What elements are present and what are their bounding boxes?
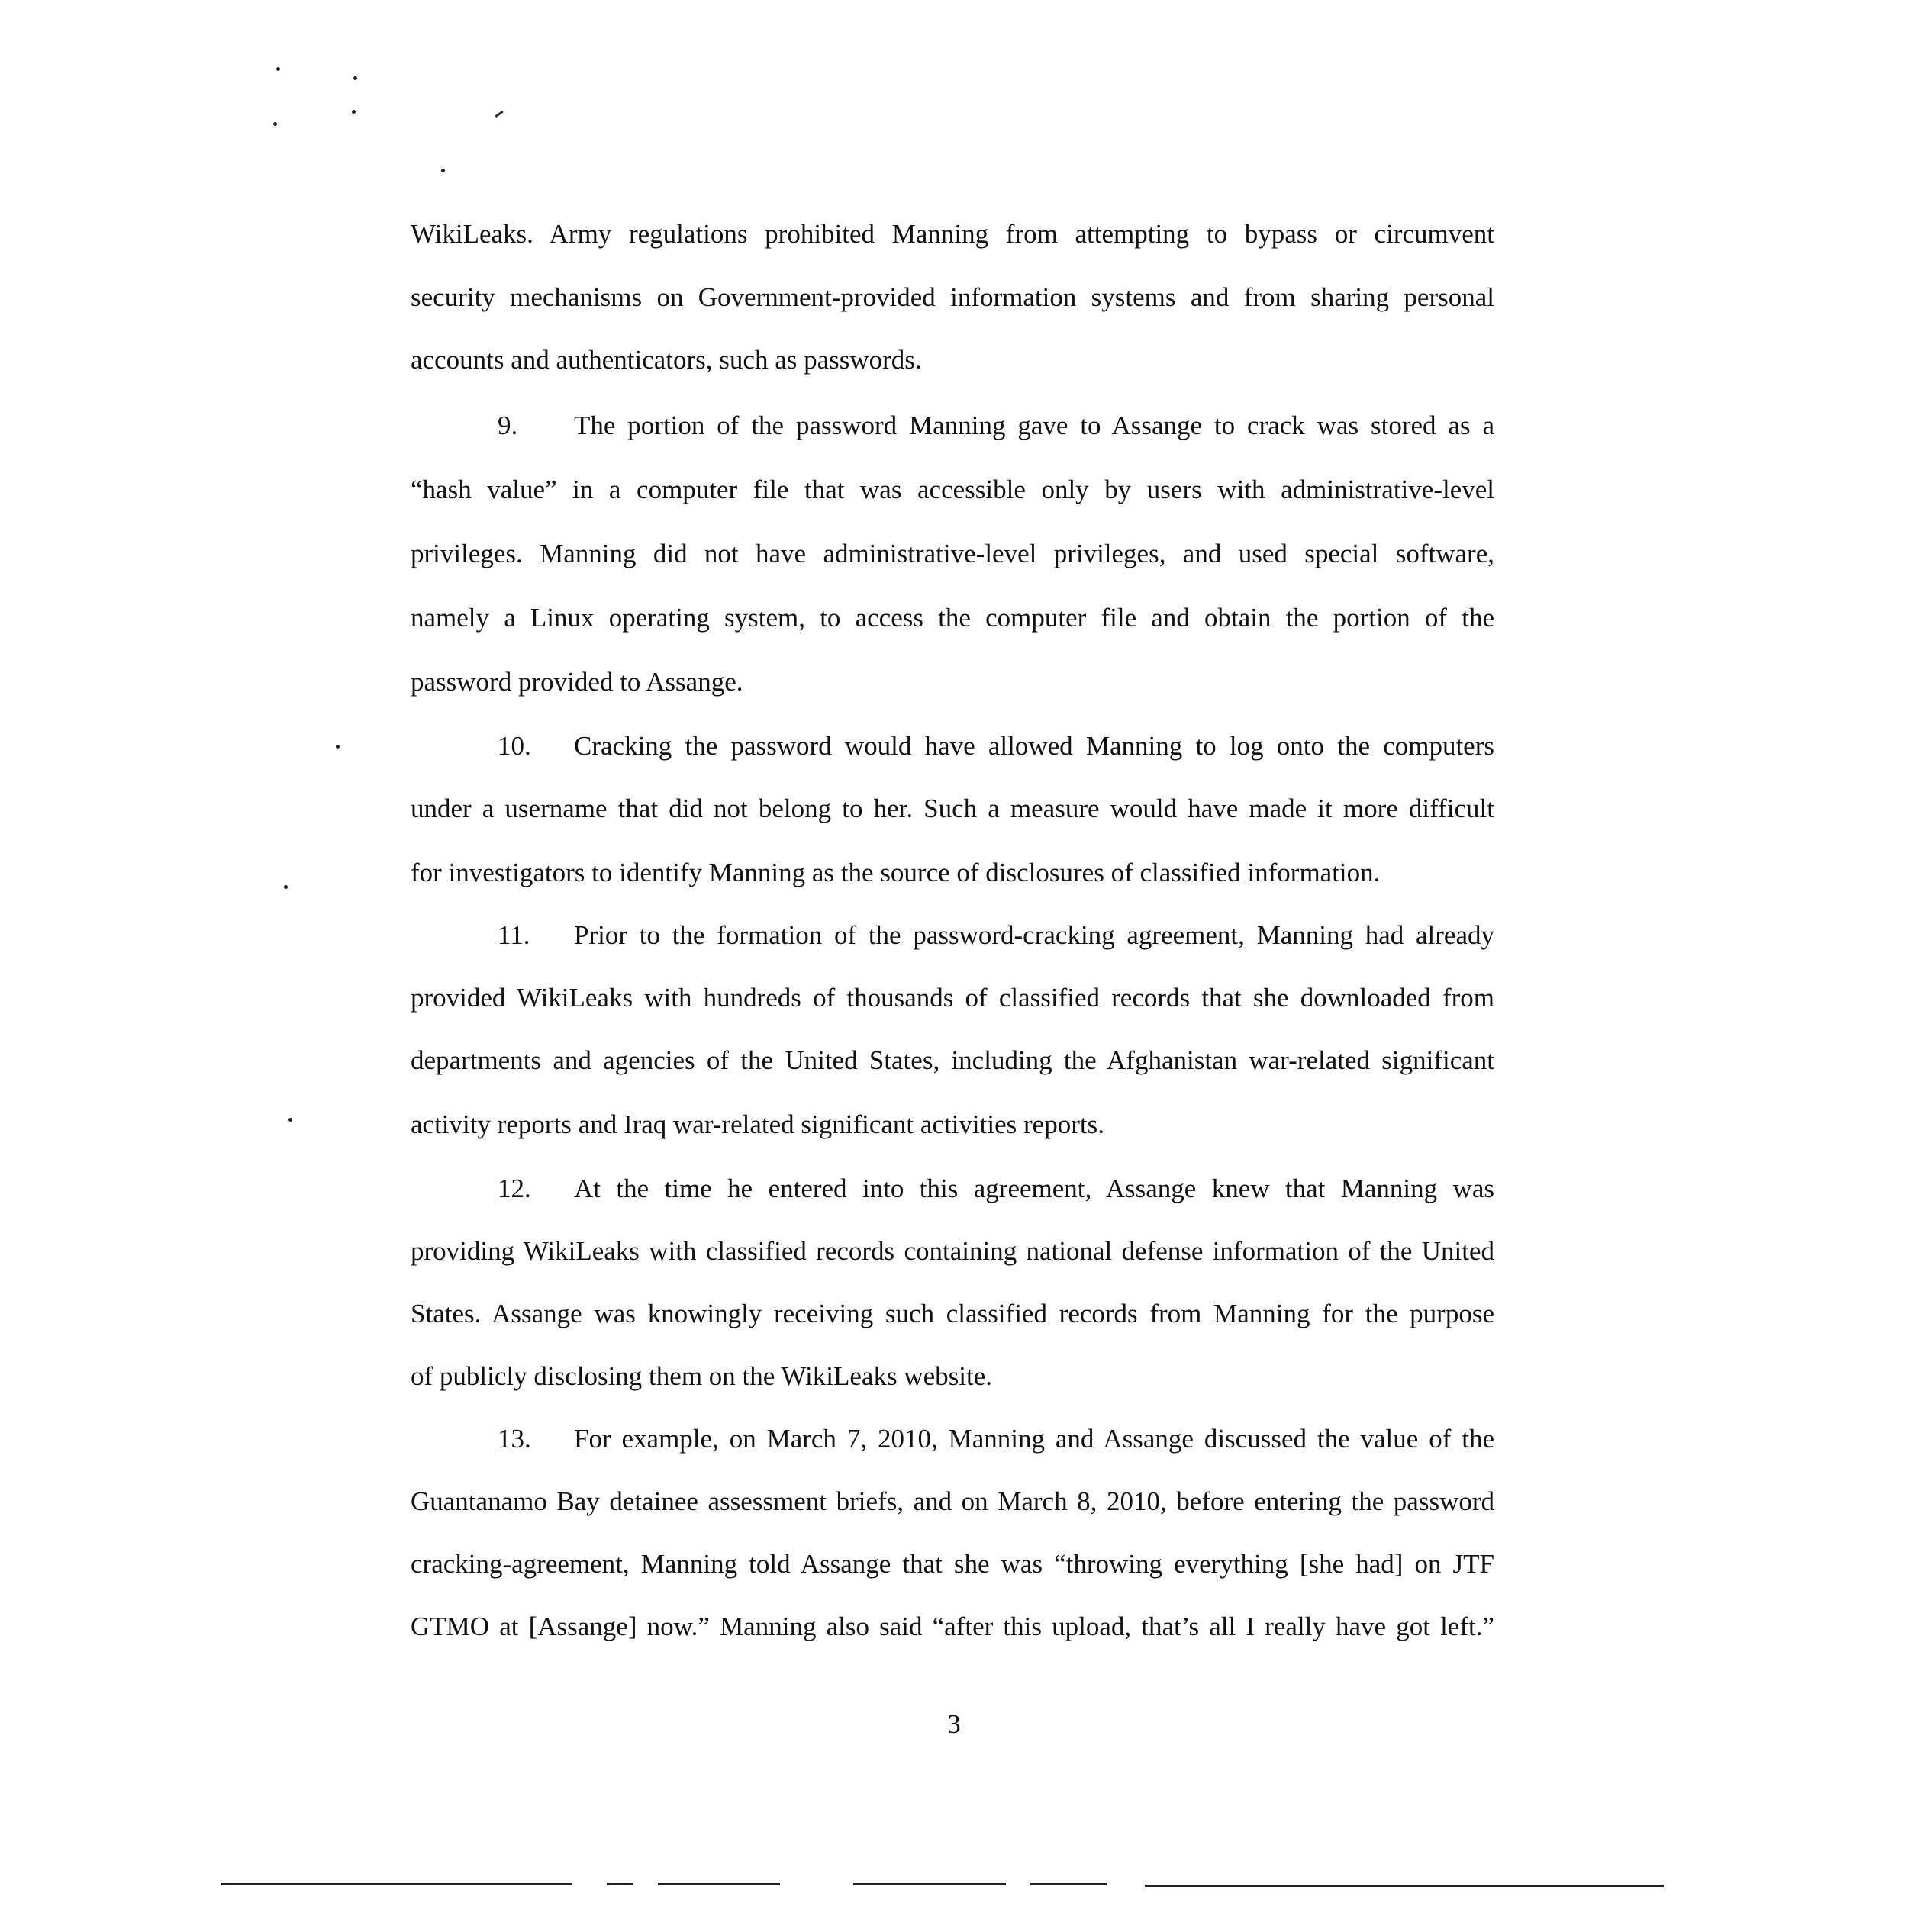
scan-speck: [336, 745, 340, 749]
text-line: providing WikiLeaks with classified records containing national defense information of the United: [411, 1236, 1494, 1266]
paragraph-number: 12.: [498, 1174, 531, 1203]
text-line: accounts and authenticators, such as passwords.: [411, 345, 922, 375]
paragraph-number: 13.: [498, 1424, 531, 1454]
scan-rule: [1145, 1885, 1664, 1887]
text-line: States. Assange was knowingly receiving such classified records from Manning for the purpose: [411, 1299, 1494, 1328]
text-line: The portion of the password Manning gave to Assange to crack was stored as a: [574, 411, 1494, 440]
text-line: for investigators to identify Manning as the source of disclosures of classified information.: [411, 858, 1381, 887]
scan-speck: [288, 1118, 292, 1122]
scan-rule: [1030, 1883, 1107, 1885]
paragraph-12-first-line: [498, 1174, 1494, 1204]
paragraph-number: 9.: [498, 411, 518, 440]
text-line: password provided to Assange.: [411, 667, 743, 697]
scan-speck: [276, 67, 280, 71]
paragraph-9-first-line: [498, 411, 1494, 441]
paragraph-10-first-line: [498, 731, 1494, 762]
text-line: WikiLeaks. Army regulations prohibited Manning from attempting to bypass or circumvent: [411, 219, 1494, 249]
text-line: Guantanamo Bay detainee assessment briefs, and on March 8, 2010, before entering the password: [411, 1486, 1494, 1516]
text-line: GTMO at [Assange] now.” Manning also said “after this upload, that’s all I really have got left.”: [411, 1612, 1494, 1641]
scan-rule: [853, 1883, 1006, 1885]
text-line: of publicly disclosing them on the WikiLeaks website.: [411, 1361, 992, 1391]
text-line: provided WikiLeaks with hundreds of thousands of classified records that she downloaded from: [411, 983, 1494, 1013]
text-line: Cracking the password would have allowed Manning to log onto the computers: [574, 731, 1494, 761]
page-number: 3: [947, 1709, 961, 1739]
scan-speck: [352, 110, 356, 114]
text-line: privileges. Manning did not have administrative-level privileges, and used special software,: [411, 539, 1494, 568]
scan-speck: [273, 122, 277, 126]
text-line: At the time he entered into this agreement, Assange knew that Manning was: [574, 1174, 1494, 1203]
scan-speck: [353, 76, 357, 80]
text-line: activity reports and Iraq war-related significant activities reports.: [411, 1109, 1104, 1139]
scan-mark: [495, 111, 504, 118]
scan-speck: [441, 169, 445, 172]
scan-rule: [607, 1883, 633, 1885]
text-line: “hash value” in a computer file that was accessible only by users with administrative-level: [411, 475, 1494, 504]
text-line: Prior to the formation of the password-cracking agreement, Manning had already: [574, 920, 1494, 950]
paragraph-number: 11.: [498, 920, 530, 950]
scan-rule: [221, 1883, 572, 1885]
text-line: namely a Linux operating system, to access the computer file and obtain the portion of the: [411, 603, 1494, 633]
scan-speck: [284, 885, 288, 889]
paragraph-11-first-line: [498, 920, 1494, 951]
paragraph-13-first-line: [498, 1424, 1494, 1454]
text-line: For example, on March 7, 2010, Manning and Assange discussed the value of the: [574, 1424, 1494, 1454]
text-line: departments and agencies of the United States, including the Afghanistan war-related significant: [411, 1045, 1494, 1075]
text-line: security mechanisms on Government-provided information systems and from sharing personal: [411, 282, 1494, 312]
paragraph-number: 10.: [498, 731, 531, 761]
text-line: under a username that did not belong to her. Such a measure would have made it more difficult: [411, 794, 1494, 823]
scan-rule: [658, 1883, 780, 1885]
text-line: cracking-agreement, Manning told Assange that she was “throwing everything [she had] on JTF: [411, 1549, 1494, 1579]
